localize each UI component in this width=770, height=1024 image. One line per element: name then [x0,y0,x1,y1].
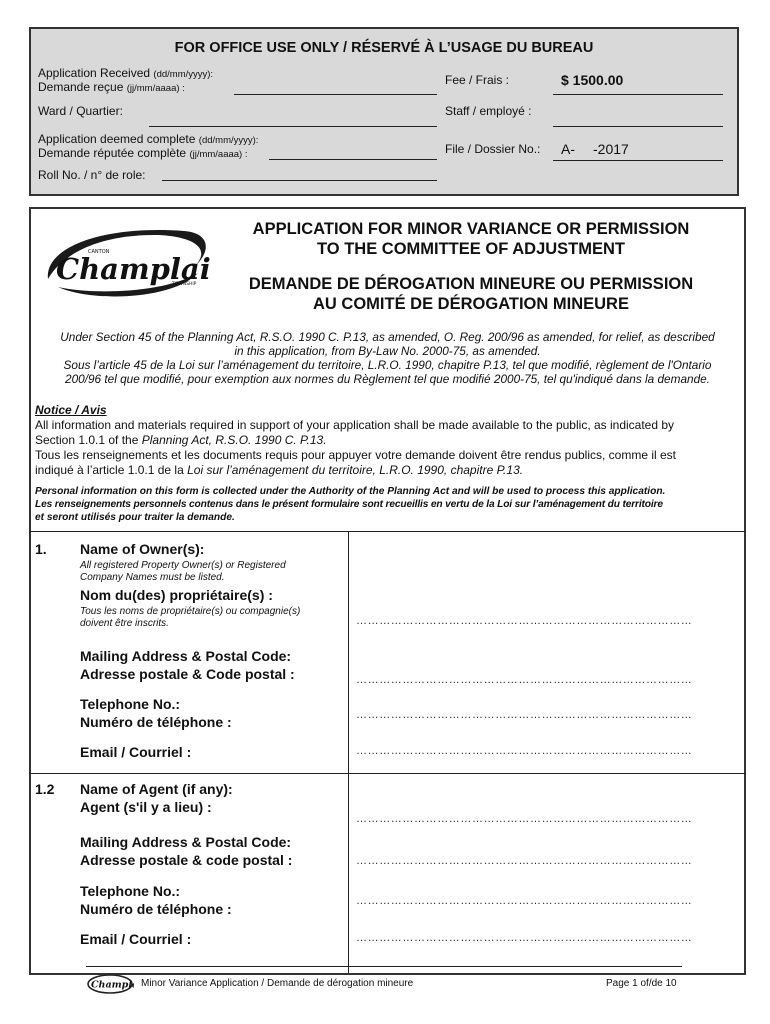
table-column-divider [348,531,349,974]
notice-en-line1: All information and materials required in support of your application shall be made available to the public, as indicated by [35,418,675,432]
roll-label: Roll No. / n° de role: [38,168,146,182]
agent-mailing-label-en: Mailing Address & Postal Code: [80,834,292,850]
owner-note-en-2: Company Names must be listed. [80,572,225,583]
office-use-title: FOR OFFICE USE ONLY / RÉSERVÉ À L’USAGE DU BUREAU [174,40,594,56]
privacy-line2: Les renseignements personnels contenus dans le présent formulaire sont recueillis en vertu de la Loi sur l’aménagement du territoire [35,499,663,510]
section-1-2-number: 1.2 [35,781,55,797]
owner-telephone-label-fr: Numéro de téléphone : [80,714,232,730]
agent-telephone-field[interactable]: …………………………………………………………………………… [356,895,693,907]
heading-en-line1: APPLICATION FOR MINOR VARIANCE OR PERMISSION [252,220,690,238]
intro-en-line1: Under Section 45 of the Planning Act, R.S.O. 1990 C. P.13, as amended, O. Reg. 200/96 as amended, for relief, as described [60,330,715,344]
agent-name-label-en: Name of Agent (if any): [80,781,233,797]
intro-fr-line1: Sous l’article 45 de la Loi sur l’aménagement du territoire, L.R.O. 1990, chapitre P.13, tel que modifié, règlement de l'Ontario [63,358,712,372]
notice-fr-line2: indiqué à l’article 1.0.1 de la Loi sur l’aménagement du territoire, L.R.O. 1990, chapitre P.13. [35,463,524,477]
fee-field[interactable] [553,94,723,95]
footer-rule [86,966,682,967]
agent-email-label: Email / Courriel : [80,931,192,947]
heading-en-line2: TO THE COMMITTEE OF ADJUSTMENT [317,240,625,258]
agent-telephone-label-fr: Numéro de téléphone : [80,901,232,917]
table-top-rule [29,531,746,532]
owner-name-label-fr: Nom du(des) propriétaire(s) : [80,587,273,603]
owner-note-en-1: All registered Property Owner(s) or Registered [80,560,286,571]
fee-value: $ 1500.00 [561,72,624,88]
owner-email-field[interactable]: …………………………………………………………………………… [356,745,693,757]
staff-field[interactable] [553,126,723,127]
section-divider [29,773,746,774]
svg-text:CANTON: CANTON [88,249,110,255]
application-received-label: Application Received (dd/mm/yyyy): Demande reçue (jj/mm/aaaa) : [38,66,214,94]
notice-en-line2: Section 1.0.1 of the Planning Act, R.S.O. 1990 C. P.13. [35,433,327,447]
privacy-line1: Personal information on this form is collected under the Authority of the Planning Act and will be used to process this application. [35,486,666,497]
deemed-complete-label: Application deemed complete (dd/mm/yyyy): Demande réputée complète (jj/mm/aaaa) : [38,132,259,160]
heading-fr-line2: AU COMITÉ DE DÉROGATION MINEURE [313,295,629,313]
heading-fr-line1: DEMANDE DE DÉROGATION MINEURE OU PERMISSION [248,275,694,293]
svg-text:TOWNSHIP: TOWNSHIP [172,282,197,287]
intro-fr-line2: 200/96 tel que modifié, pour exemption aux normes du Règlement tel que modifié 2000-75, tel qu'indiqué dans la demande. [65,372,710,386]
owner-mailing-label-en: Mailing Address & Postal Code: [80,648,292,664]
file-label: File / Dossier No.: [445,142,541,156]
agent-email-field[interactable]: …………………………………………………………………………… [356,932,693,944]
agent-mailing-label-fr: Adresse postale & code postal : [80,852,293,868]
file-suffix: -2017 [593,141,629,157]
notice-fr-line1: Tous les renseignements et les documents requis pour appuyer votre demande doivent être rendus publics, comme il est [35,448,677,462]
owner-mailing-label-fr: Adresse postale & Code postal : [80,666,295,682]
svg-text:Champlain: Champl [91,979,132,991]
owner-name-label-en: Name of Owner(s): [80,541,205,557]
staff-label: Staff / employé : [445,104,532,118]
owner-email-label: Email / Courriel : [80,744,192,760]
owner-telephone-field[interactable]: …………………………………………………………………………… [356,709,693,721]
file-prefix: A- [561,141,575,157]
agent-name-field[interactable]: …………………………………………………………………………… [356,813,693,825]
footer-logo-graphic [86,973,134,995]
champlain-logo [34,221,212,301]
champlain-logo-graphic [34,221,212,301]
footer-page-number: Page 1 of/de 10 [606,978,677,989]
owner-telephone-label-en: Telephone No.: [80,696,181,712]
fee-label: Fee / Frais : [445,73,510,87]
agent-telephone-label-en: Telephone No.: [80,883,181,899]
file-field[interactable] [553,160,723,161]
agent-mailing-field[interactable]: …………………………………………………………………………… [356,855,693,867]
owner-name-field[interactable]: …………………………………………………………………………… [356,615,693,627]
ward-label: Ward / Quartier: [38,104,123,118]
owner-note-fr-1: Tous les noms de propriétaire(s) ou compagnie(s) [80,606,301,617]
footer-logo [86,973,134,995]
owner-mailing-field[interactable]: …………………………………………………………………………… [356,674,693,686]
roll-field[interactable] [162,180,437,181]
deemed-complete-field[interactable] [269,159,437,160]
footer-title: Minor Variance Application / Demande de dérogation mineure [141,978,414,989]
office-use-box [29,27,739,196]
notice-title: Notice / Avis [35,403,107,417]
ward-field[interactable] [149,126,437,127]
intro-en-line2: in this application, from By-Law No. 2000-75, as amended. [234,344,541,358]
svg-text:Champlain: Champlai [56,252,211,286]
owner-note-fr-2: doivent être inscrits. [80,618,169,629]
section-1-number: 1. [35,541,47,557]
application-received-field[interactable] [234,94,437,95]
privacy-line3: et seront utilisés pour traiter la demande. [35,512,235,523]
agent-name-label-fr: Agent (s'il y a lieu) : [80,799,212,815]
